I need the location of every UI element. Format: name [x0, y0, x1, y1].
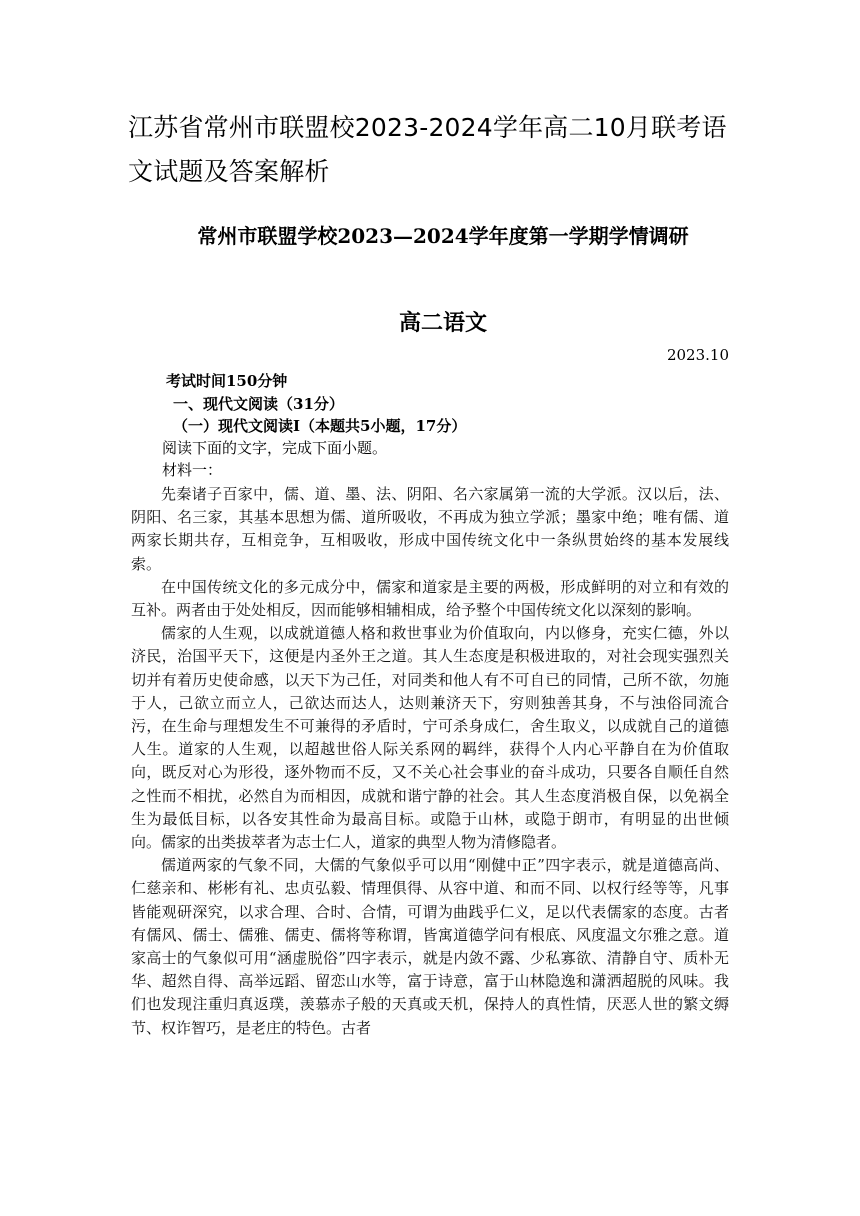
reading-instruction: 阅读下面的文字，完成下面小题。 — [162, 439, 388, 457]
subsection-heading: （一）现代文阅读Ⅰ（本题共5小题，17分） — [173, 417, 467, 435]
subject-title: 高二语文 — [398, 310, 487, 336]
article-body — [131, 483, 729, 1040]
section-heading: 一、现代文阅读（31分） — [173, 395, 344, 413]
document-title: 江苏省常州市联盟校2023-2024学年高二10月联考语文试题及答案解析 — [128, 113, 727, 186]
exam-date: 2023.10 — [666, 346, 729, 364]
paragraph: 儒家的人生观，以成就道德人格和救世事业为价值取向，内以修身，充实仁德，外以济民，治国平天下，这便是内圣外王之道。其人生态度是积极进取的，对社会现实强烈关切并有着历史使命感，以天下为己任，对同类和他人有不可自已的同情，己所不欲，勿施于人，己欲立而立人，己欲达而达人，达则兼济天下，穷则独善其身，不与浊俗同流合污，在生命与理想发生不可兼得的矛盾时，宁可杀身成仁，舍生取义，以成就自己的道德人生。道家的人生观，以超越世俗人际关系网的羁绊，获得个人内心平静自在为价值取向，既反对心为形役，逐外物而不反，又不关心社会事业的奋斗成功，只要各自顺任自然之性而不相扰，必然自为而相因，成就和谐宁静的社会。其人生态度消极自保，以免祸全生为最低目标，以各安其性命为最高目标。或隐于山林，或隐于朗市，有明显的出世倾向。儒家的出类拔萃者为志士仁人，道家的典型人物为清修隐者。 — [131, 624, 729, 852]
exam-time: 考试时间150分钟 — [166, 372, 288, 390]
paragraph: 先秦诸子百家中，儒、道、墨、法、阴阳、名六家属第一流的大学派。汉以后，法、阴阳、名三家，其基本思想为儒、道所吸收，不再成为独立学派；墨家中绝；唯有儒、道两家长期共存，互相竞争，互相吸收，形成中国传统文化中一条纵贯始终的基本发展线索。 — [131, 485, 729, 573]
paragraph: 儒道两家的气象不同，大儒的气象似乎可以用“刚健中正”四字表示，就是道德高尚、仁慈亲和、彬彬有礼、忠贞弘毅、情理俱得、从容中道、和而不同、以权行经等等，凡事皆能观研深究，以求合理、合时、合情，可谓为曲践乎仁义，足以代表儒家的态度。古者有儒风、儒士、儒雅、儒吏、儒将等称谓，皆寓道德学问有根底、风度温文尔雅之意。道家高士的气象似可用“涵虚脱俗”四字表示，就是内敛不露、少私寡欲、清静自守、质朴无华、超然自得、高举远蹈、留恋山水等，富于诗意，富于山林隐逸和潇洒超脱的风味。我们也发现注重归真返璞，羡慕赤子般的天真或天机，保持人的真性情，厌恶人世的繁文缛节、权诈智巧，是老庄的特色。古者 — [131, 856, 729, 1037]
exam-title: 常州市联盟学校2023—2024学年度第一学期学情调研 — [197, 224, 689, 248]
paragraph: 在中国传统文化的多元成分中，儒家和道家是主要的两极，形成鲜明的对立和有效的互补。两者由于处处相反，因而能够相辅相成，给予整个中国传统文化以深刻的影响。 — [131, 577, 729, 620]
material-label: 材料一： — [162, 461, 223, 479]
